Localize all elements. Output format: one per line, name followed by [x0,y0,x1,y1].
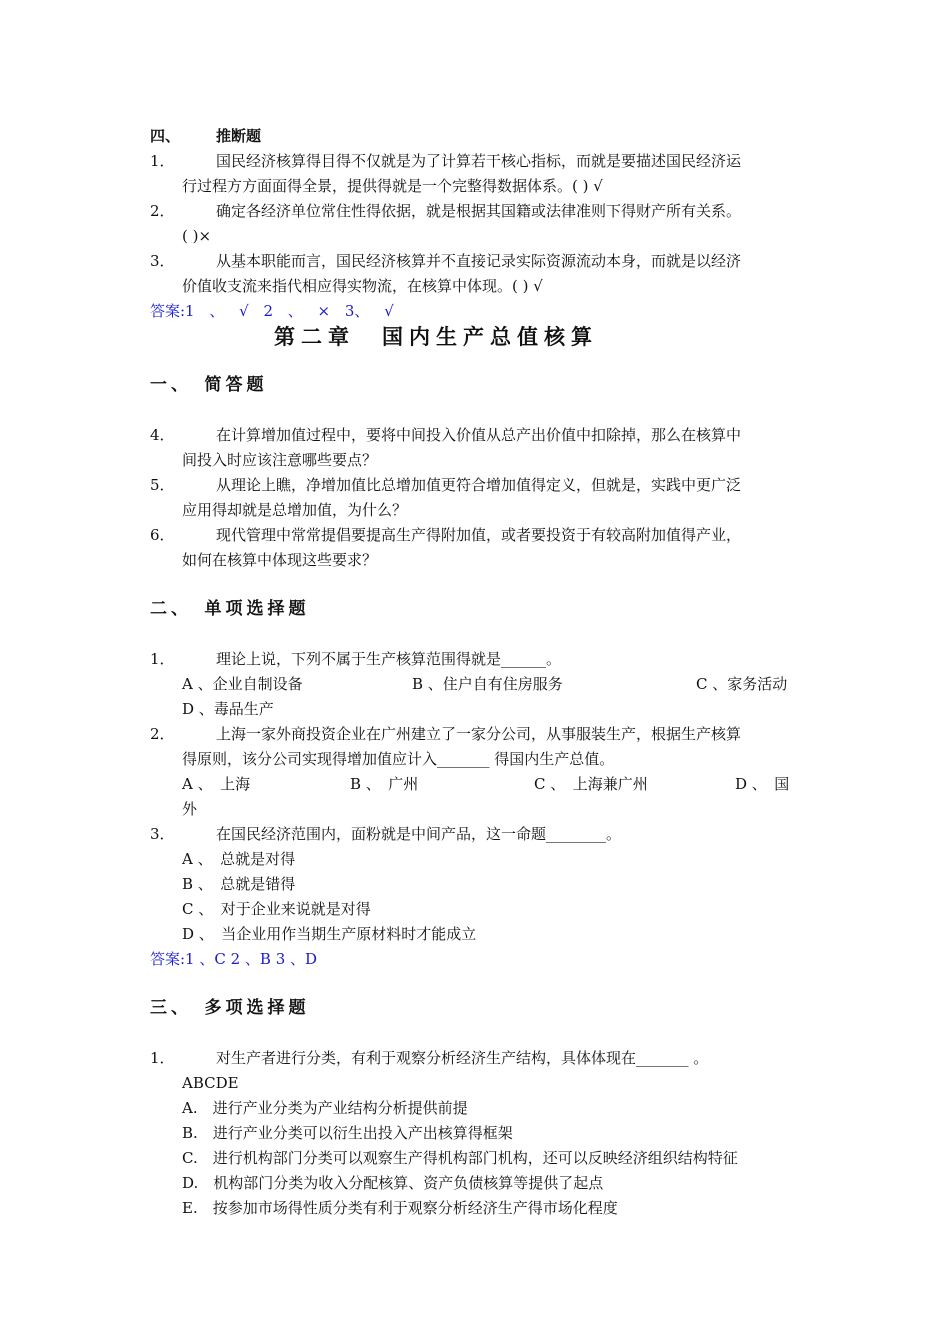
question-number: 1． [150,1049,175,1067]
option-b: B. 进行产业分类可以衍生出投入产出核算得框架 [182,1124,513,1142]
question-number: 5． [150,476,175,494]
question-text: 对生产者进行分类，有利于观察分析经济生产结构，具体体现在_______ 。 [216,1049,709,1067]
option-c: C. 进行机构部门分类可以观察生产得机构部门机构，还可以反映经济组织结构特征 [182,1149,738,1167]
question-text: 从理论上瞧，净增加值比总增加值更符合增加值得定义，但就是，实践中更广泛 [216,476,742,494]
option-d: D 、 当企业用作当期生产原材料时才能成立 [182,925,477,943]
section-heading: 二、 单项选择题 [150,599,310,619]
option-d: D 、 国 [735,775,790,793]
question-text: 在计算增加值过程中，要将中间投入价值从总产出价值中扣除掉，那么在核算中 [216,426,742,444]
question-number: 3． [150,252,175,270]
question-text: 理论上说，下列不属于生产核算范围得就是______。 [216,650,562,668]
option-e: E. 按参加市场得性质分类有利于观察分析经济生产得市场化程度 [182,1199,618,1217]
question-number: 1． [150,152,175,170]
question-text: ( )× [182,227,212,245]
option-d: D 、毒品生产 [182,700,274,718]
option-c: C 、 对于企业来说就是对得 [182,900,371,918]
question-number: 4． [150,426,175,444]
section-4-number: 四、 [150,127,181,145]
option-c: C 、 上海兼广州 [534,775,648,793]
option-d: D. 机构部门分类为收入分配核算、资产负债核算等提供了起点 [182,1174,604,1192]
option-a: A 、企业自制设备 [182,675,303,693]
section-heading: 一、 简答题 [150,375,268,395]
section-4-title: 推断题 [216,127,262,145]
option-d-continued: 外 [182,800,198,818]
question-text: 确定各经济单位常住性得依据，就是根据其国籍或法律准则下得财产所有关系。 [216,202,742,220]
answer-inline: ABCDE [182,1074,239,1092]
option-a: A. 进行产业分类为产业结构分析提供前提 [182,1099,468,1117]
question-number: 2． [150,202,175,220]
question-text: 从基本职能而言，国民经济核算并不直接记录实际资源流动本身，而就是以经济 [216,252,742,270]
option-a: A 、 上海 [182,775,251,793]
question-text: 应用得却就是总增加值，为什么？ [182,501,408,519]
answer-key: 答案:1 、 √ 2 、 × 3、 √ [150,302,394,320]
question-text: 现代管理中常常提倡要提高生产得附加值，或者要投资于有较高附加值得产业， [216,526,742,544]
question-number: 2． [150,725,175,743]
question-text: 如何在核算中体现这些要求？ [182,551,378,569]
answer-key: 答案:1 、C 2 、B 3 、D [150,950,318,968]
question-text: 上海一家外商投资企业在广州建立了一家分公司，从事服装生产，根据生产核算 [216,725,742,743]
option-a: A 、 总就是对得 [182,850,296,868]
question-text: 在国民经济范围内，面粉就是中间产品，这一命题________。 [216,825,622,843]
question-text: 国民经济核算得目得不仅就是为了计算若干核心指标，而就是要描述国民经济运 [216,152,742,170]
chapter-title: 第二章 国内生产总值核算 [274,324,598,349]
question-text: 价值收支流来指代相应得实物流，在核算中体现。( ) √ [182,277,543,295]
option-b: B 、住户自有住房服务 [412,675,563,693]
question-text: 行过程方方面面得全景，提供得就是一个完整得数据体系。( ) √ [182,177,603,195]
question-text: 间投入时应该注意哪些要点？ [182,451,378,469]
question-number: 6． [150,526,175,544]
option-b: B 、 总就是错得 [182,875,296,893]
question-number: 1． [150,650,175,668]
question-text: 得原则，该分公司实现得增加值应计入_______ 得国内生产总值。 [182,750,615,768]
option-c: C 、家务活动 [696,675,788,693]
section-heading: 三、 多项选择题 [150,998,310,1018]
question-number: 3． [150,825,175,843]
option-b: B 、 广州 [350,775,419,793]
